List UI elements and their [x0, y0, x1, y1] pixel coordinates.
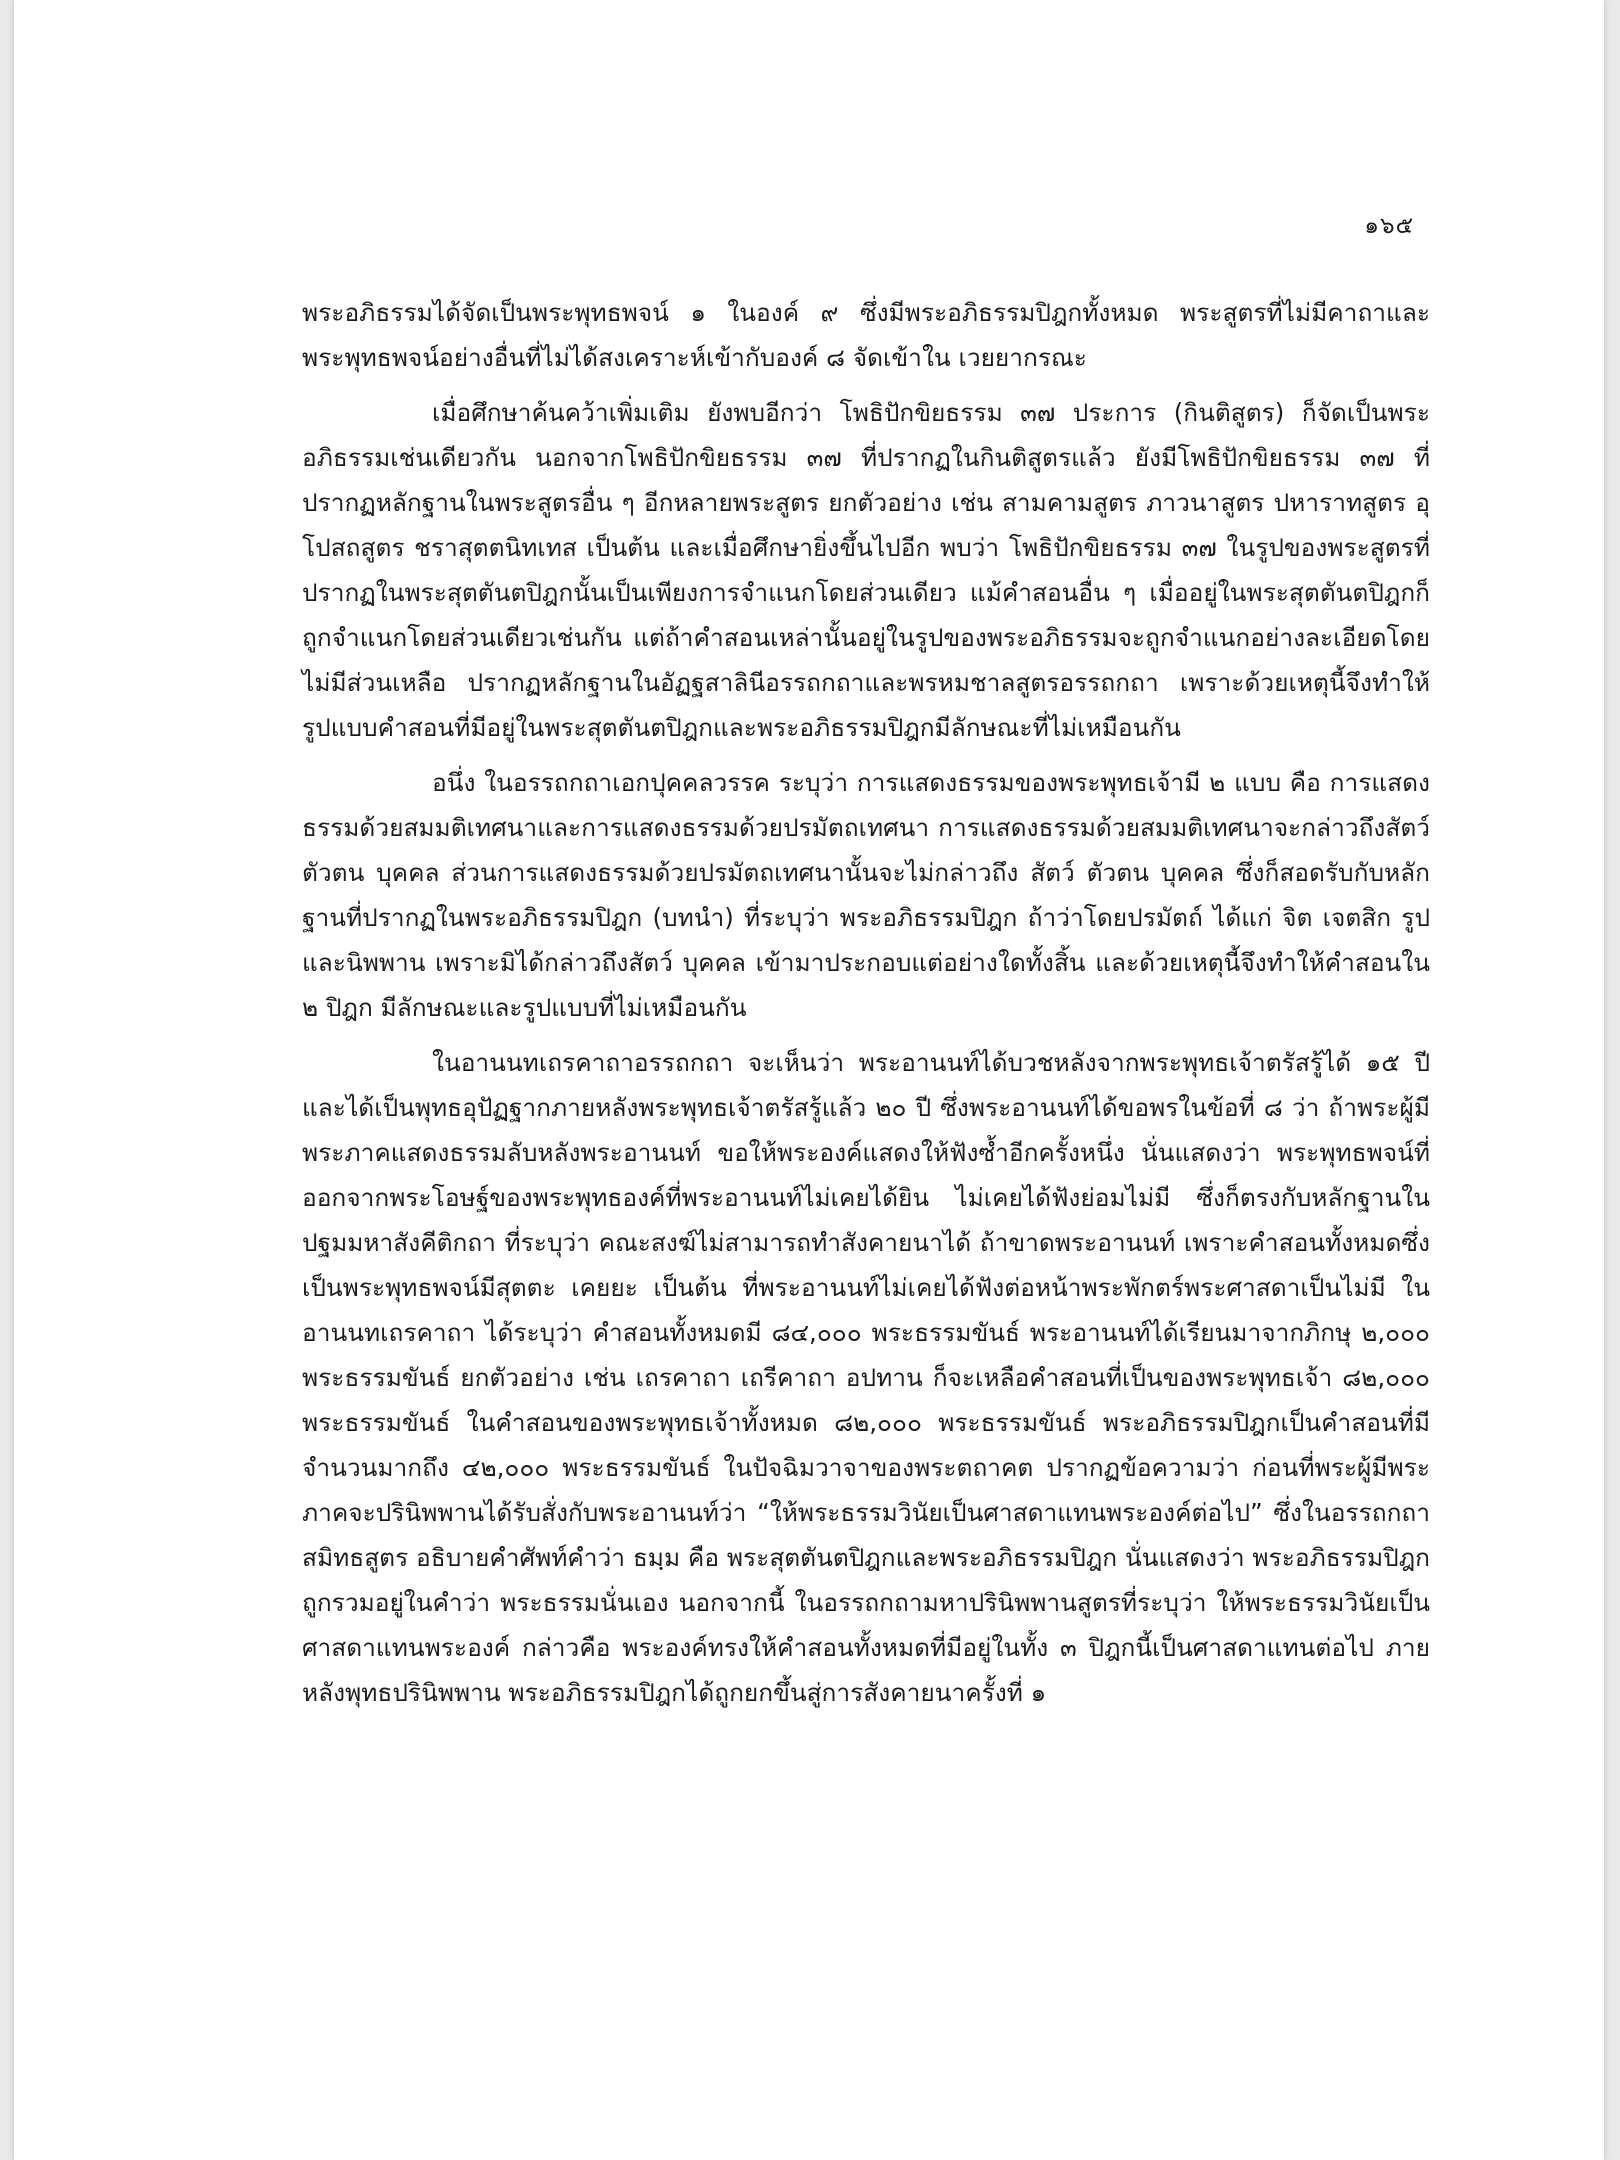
paragraph-1: พระอภิธรรมได้จัดเป็นพระพุทธพจน์ ๑ ในองค์ ๙ ซึ่งมีพระอภิธรรมปิฎกทั้งหมด พระสูตรที่ไม่มีคาถาและพระพุทธพจน์อย่างอื่นที่ไม่ได้สงเคราะห์เข้ากับองค์ ๘ จัดเข้าใน เวยยากรณะ: [302, 298, 1430, 372]
body-text: [302, 290, 1430, 1725]
page-number: ๑๖๕: [1364, 213, 1414, 239]
paragraph-3: อนึ่ง ในอรรถกถาเอกปุคคลวรรค ระบุว่า การแสดงธรรมของพระพุทธเจ้ามี ๒ แบบ คือ การแสดงธรรมด้วยสมมติเทศนาและการแสดงธรรมด้วยปรมัตถเทศนา การแสดงธรรมด้วยสมมติเทศนาจะกล่าวถึงสัตว์ ตัวตน บุคคล ส่วนการแสดงธรรมด้วยปรมัตถเทศนานั้นจะไม่กล่าวถึง สัตว์ ตัวตน บุคคล ซึ่งก็สอดรับกับหลักฐานที่ปรากฏในพระอภิธรรมปิฎก (บทนำ) ที่ระบุว่า พระอภิธรรมปิฎก ถ้าว่าโดยปรมัตถ์ ได้แก่ จิต เจตสิก รูป และนิพพาน เพราะมิได้กล่าวถึงสัตว์ บุคคล เข้ามาประกอบแต่อย่างใดทั้งสิ้น และด้วยเหตุนี้จึงทำให้คำสอนใน ๒ ปิฎก มีลักษณะและรูปแบบที่ไม่เหมือนกัน: [302, 768, 1430, 1022]
paragraph-2: เมื่อศึกษาค้นคว้าเพิ่มเติม ยังพบอีกว่า โพธิปักขิยธรรม ๓๗ ประการ (กินติสูตร) ก็จัดเป็นพระอภิธรรมเช่นเดียวกัน นอกจากโพธิปักขิยธรรม ๓๗ ที่ปรากฏในกินติสูตรแล้ว ยังมีโพธิปักขิยธรรม ๓๗ ที่ปรากฏหลักฐานในพระสูตรอื่น ๆ อีกหลายพระสูตร ยกตัวอย่าง เช่น สามคามสูตร ภาวนาสูตร ปหาราทสูตร อุโปสถสูตร ชราสุตตนิทเทส เป็นต้น และเมื่อศึกษายิ่งขึ้นไปอีก พบว่า โพธิปักขิยธรรม ๓๗ ในรูปของพระสูตรที่ปรากฏในพระสุตตันตปิฎกนั้นเป็นเพียงการจำแนกโดยส่วนเดียว แม้คำสอนอื่น ๆ เมื่ออยู่ในพระสุตตันตปิฎกก็ถูกจำแนกโดยส่วนเดียวเช่นกัน แต่ถ้าคำสอนเหล่านั้นอยู่ในรูปของพระอภิธรรมจะถูกจำแนกอย่างละเอียดโดยไม่มีส่วนเหลือ ปรากฏหลักฐานในอัฏฐสาลินีอรรถกถาและพรหมชาลสูตรอรรถกถา เพราะด้วยเหตุนี้จึงทำให้รูปแบบคำสอนที่มีอยู่ในพระสุตตันตปิฎกและพระอภิธรรมปิฎกมีลักษณะที่ไม่เหมือนกัน: [302, 398, 1430, 742]
document-page: [14, 0, 1604, 2160]
paragraph-4: ในอานนทเถรคาถาอรรถกถา จะเห็นว่า พระอานนท์ได้บวชหลังจากพระพุทธเจ้าตรัสรู้ได้ ๑๕ ปี และได้เป็นพุทธอุปัฏฐากภายหลังพระพุทธเจ้าตรัสรู้แล้ว ๒๐ ปี ซึ่งพระอานนท์ได้ขอพรในข้อที่ ๘ ว่า ถ้าพระผู้มีพระภาคแสดงธรรมลับหลังพระอานนท์ ขอให้พระองค์แสดงให้ฟังซ้ำอีกครั้งหนึ่ง นั่นแสดงว่า พระพุทธพจน์ที่ออกจากพระโอษฐ์ของพระพุทธองค์ที่พระอานนท์ไม่เคยได้ยิน ไม่เคยได้ฟังย่อมไม่มี ซึ่งก็ตรงกับหลักฐานในปฐมมหาสังคีติกถา ที่ระบุว่า คณะสงฆ์ไม่สามารถทำสังคายนาได้ ถ้าขาดพระอานนท์ เพราะคำสอนทั้งหมดซึ่งเป็นพระพุทธพจน์มีสุตตะ เคยยะ เป็นต้น ที่พระอานนท์ไม่เคยได้ฟังต่อหน้าพระพักตร์พระศาสดาเป็นไม่มี ในอานนทเถรคาถา ได้ระบุว่า คำสอนทั้งหมดมี ๘๔,๐๐๐ พระธรรมขันธ์ พระอานนท์ได้เรียนมาจากภิกษุ ๒,๐๐๐ พระธรรมขันธ์ ยกตัวอย่าง เช่น เถรคาถา เถรีคาถา อปทาน ก็จะเหลือคำสอนที่เป็นของพระพุทธเจ้า ๘๒,๐๐๐ พระธรรมขันธ์ ในคำสอนของพระพุทธเจ้าทั้งหมด ๘๒,๐๐๐ พระธรรมขันธ์ พระอภิธรรมปิฎกเป็นคำสอนที่มีจำนวนมากถึง ๔๒,๐๐๐ พระธรรมขันธ์ ในปัจฉิมวาจาของพระตถาคต ปรากฏข้อความว่า ก่อนที่พระผู้มีพระภาคจะปรินิพพานได้รับสั่งกับพระอานนท์ว่า “ให้พระธรรมวินัยเป็นศาสดาแทนพระองค์ต่อไป” ซึ่งในอรรถกถาสมิทธสูตร อธิบายคำศัพท์คำว่า ธมฺม คือ พระสุตตันตปิฎกและพระอภิธรรมปิฎก นั่นแสดงว่า พระอภิธรรมปิฎกถูกรวมอยู่ในคำว่า พระธรรมนั่นเอง นอกจากนี้ ในอรรถกถามหาปรินิพพานสูตรที่ระบุว่า ให้พระธรรมวินัยเป็นศาสดาแทนพระองค์ กล่าวคือ พระองค์ทรงให้คำสอนทั้งหมดที่มีอยู่ในทั้ง ๓ ปิฎกนี้เป็นศาสดาแทนต่อไป ภายหลังพุทธปรินิพพาน พระอภิธรรมปิฎกได้ถูกยกขึ้นสู่การสังคายนาครั้งที่ ๑: [302, 1048, 1430, 1707]
